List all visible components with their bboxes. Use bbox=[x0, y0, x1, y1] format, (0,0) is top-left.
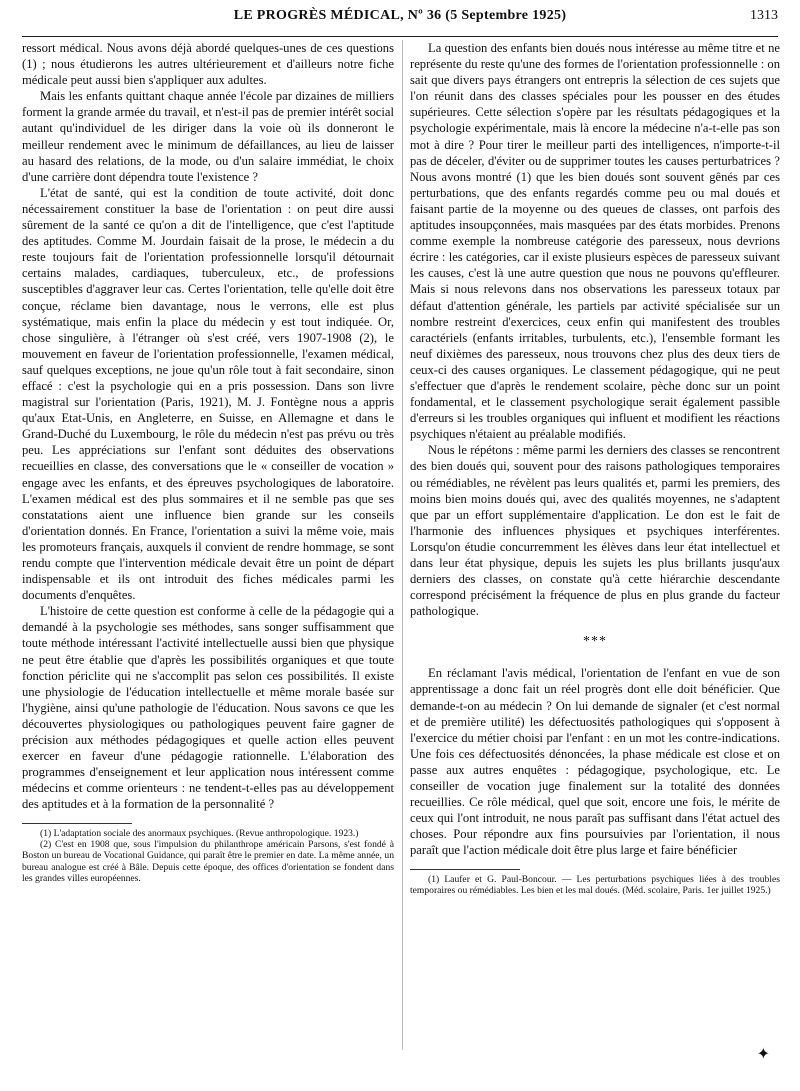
section-separator: *** bbox=[583, 634, 607, 650]
footnote: (1) Laufer et G. Paul-Boncour. — Les perturbations psychiques liées à des troubles temporaires ou rémédiables. Les bien et les mal doués. (Méd. scolaire, Paris. 1er juillet 1925.) bbox=[410, 873, 780, 896]
paragraph: L'état de santé, qui est la condition de toute activité, doit donc nécessairement constituer la base de l'orientation : on peut dire aussi sûrement de la santé ce qu'on a dit de l'intelligence, que c'est l'aptitude des aptitudes. Comme M. Jourdain faisait de la prose, le médecin a du reste toujours fait de l'orientation professionnelle lorsqu'il détournait certains malades, cardiaques, tuberculeux, etc., de professions susceptibles d'aggraver leur cas. Certes l'orientation, telle qu'elle doit être conçue, réclame bien davantage, nous le verrons, elle est plus systématique, mais enfin la place du médecin y est tout indiquée. Or, chose singulière, à l'étranger où s'est créé, vers 1907-1908 (2), le mouvement en faveur de l'orientation professionnelle, l'examen médical, sauf quelques exceptions, ne joue qu'un rôle tout à fait secondaire, sinon effacé : c'est la psychologie qui en a pris possession. Dans son livre magistral sur l'orientation (Paris, 1921), M. J. Fontègne nous a appris qu'aux Etat-Unis, en Angleterre, en Suisse, en Allemagne et dans le Grand-Duché du Luxembourg, le rôle du médecin n'est pas prévu ou très peu. Les appréciations sur l'enfant sont déduites des observations recueillies en classe, des conversations que le « conseiller de vocation » engage avec les enfants, et des épreuves psychologiques de laboratoire. L'examen médical est des plus sommaires et il ne semble pas que ses constatations aient une influence bien grande sur les conseils d'orientation donnés. En France, l'orientation a suivi la même voie, mais les promoteurs français, auxquels il convient de rendre hommage, se sont rendu compte que l'intervention médicale devait être un point de départ indispensable et ils ont introduit des fiches médicales parmi les documents d'enquêtes. bbox=[22, 185, 394, 603]
footnote-rule bbox=[410, 869, 520, 870]
paragraph: En réclamant l'avis médical, l'orientation de l'enfant en vue de son apprentissage a donc fait un réel progrès dont elle doit bénéficier. Que demande-t-on au médecin ? On lui demande de signaler (et c'est normal et de première utilité) les défectuosités pathologiques qui s'opposent à l'exercice du métier choisi par l'enfant : en un mot les contre-indications. Une fois ces défectuosités dénoncées, la phase médicale est close et on passe aux autres enquêtes : pédagogique, psychologique, etc. Le conseiller de vocation juge finalement sur la totalité des données recueillies. Ce rôle médical, quel que soit, encore une fois, le mérite de ceux qui l'ont introduit, ne nous paraît pas suffisant dans l'état actuel des choses. Pour répondre aux fins poursuivies par l'orientation, il nous paraît que l'action médicale doit être plus large et faire bénéficier bbox=[410, 666, 780, 858]
paragraph: ressort médical. Nous avons déjà abordé quelques-unes de ces questions (1) ; nous étudierons les autres ultérieurement et d'ailleurs notre fiche médicale peut aussi bien s'appliquer aux adultes. bbox=[22, 41, 394, 88]
paragraph: L'histoire de cette question est conforme à celle de la pédagogie qui a demandé à la psychologie ses méthodes, sans songer suffisamment que toute méthode intéressant l'activité intellectuelle aussi bien que physique ne peut être établie que d'après les possibilités organiques et que toute fonction périclite qui ne s'accomplit pas selon ces possibilités. Il existe une physiologie de l'éducation intellectuelle et même morale basée sur l'hygiène, ainsi qu'une pathologie de l'éducation. Nous savons ce que les découvertes physiologiques ou pathologiques peuvent faire gagner de précision aux méthodes pédagogiques et quelle action elles peuvent exercer en faveur d'une pédagogie rationnelle. L'élaboration des programmes d'enseignement et leur application nous intéressent comme médecins et comme orienteurs : ne tendent-t-elles pas au développement des aptitudes et à la formation de la personnalité ? bbox=[22, 604, 394, 812]
paragraph: La question des enfants bien doués nous intéresse au même titre et ne représente du reste qu'une des formes de l'orientation professionnelle : on sait que divers pays étrangers ont entrepris la sélection de ces sujets que l'on réunit dans des classes spéciales pour les pousser en des études supérieures. Cette sélection s'opère par les résultats pédagogiques et la psychologie expérimentale, mais là encore la médecine n'a-t-elle pas son mot à dire ? Pour tirer le meilleur parti des intelligences, n'importe-t-il pas de déceler, d'éviter ou de supprimer toutes les causes perturbatrices ? Nous avons montré (1) que les bien doués sont souvent gênés par ces perturbations, que des enfants regardés comme peu ou mal doués et faisant partie de la moyenne ou des queues de classes, ont parfois des aptitudes insoupçonnées, mais masquées par des états morbides. Prenons comme exemple la nombreuse catégorie des paresseux, nous devrions écrire : les catégories, car il existe plusieurs espèces de paresseux suivant les causes, c'est là une autre question que nous ne pouvons qu'effleurer. Mais si nous relevons dans nos observations les paresseux totaux par défaut d'attention générale, les partiels par activité spécialisée sur un nombre restreint d'exercices, ceux enfin qui manifestent des troubles caractériels (enfants irritables, turbulents, etc.), l'ensemble formant les neuf dixièmes des paresseux, nous trouvons chez plus des deux tiers de ceux-ci des causes organiques. Le classement pédagogique, qui ne peut s'effectuer que d'après le rendement scolaire, pèche donc sur un point fondamental, et le classement psychologique serait également passible d'erreurs si les troubles organiques qui influent et modifient les réactions psychiques n'étaient au préalable modifiés. bbox=[410, 41, 780, 442]
left-column bbox=[22, 40, 394, 885]
paragraph: Mais les enfants quittant chaque année l'école par dizaines de milliers forment la grande armée du travail, et n'est-il pas de premier intérêt social autant qu'individuel de les diriger dans la voie où ils donneront le meilleur rendement avec le minimum de défaillances, au lieu de laisser au hasard des relations, de la mode, ou d'un salaire immédiat, le choix d'une carrière dont dépendra toute l'existence ? bbox=[22, 89, 394, 184]
ornament-icon: ✦ bbox=[756, 1046, 770, 1063]
running-header bbox=[22, 6, 778, 32]
header-rule bbox=[22, 36, 778, 37]
column-divider bbox=[402, 40, 403, 1050]
footnote: (2) C'est en 1908 que, sous l'impulsion du philanthrope américain Parsons, s'est fondé à Boston un bureau de Vocational Guidance, qui paraît être le premier en date. La même année, un bureau analogue est créé à Bâle. Depuis cette époque, des offices d'orientation se fondent dans les grandes villes européennes. bbox=[22, 838, 394, 885]
journal-title: LE PROGRÈS MÉDICAL, Nº 36 (5 Septembre 1925) bbox=[233, 8, 567, 23]
footnote: (1) L'adaptation sociale des anormaux psychiques. (Revue anthropologique. 1923.) bbox=[40, 827, 359, 839]
right-column bbox=[410, 40, 780, 896]
paragraph: Nous le répétons : même parmi les derniers des classes se rencontrent des bien doués qui, souvent pour des raisons pathologiques temporaires ou rémédiables, ne révèlent pas leurs qualités et, parmi les premiers, des moins bien moins doués qui, avec des qualités moyennes, ne s'adaptent que par un effort supplémentaire d'application. Le don est le fait de l'harmonie des influences physiques et psychiques interférentes. Lorsqu'on étudie concurremment les élèves dans leur état intellectuel et dans leur état physique, depuis les sujets les plus brillants jusqu'aux derniers des classes, on constate qu'à cette hiérarchie descendante correspond précisément la fréquence de plus en plus grande du facteur pathologique. bbox=[410, 443, 780, 619]
footnote-rule bbox=[22, 823, 132, 824]
page-number: 1313 bbox=[750, 8, 778, 23]
